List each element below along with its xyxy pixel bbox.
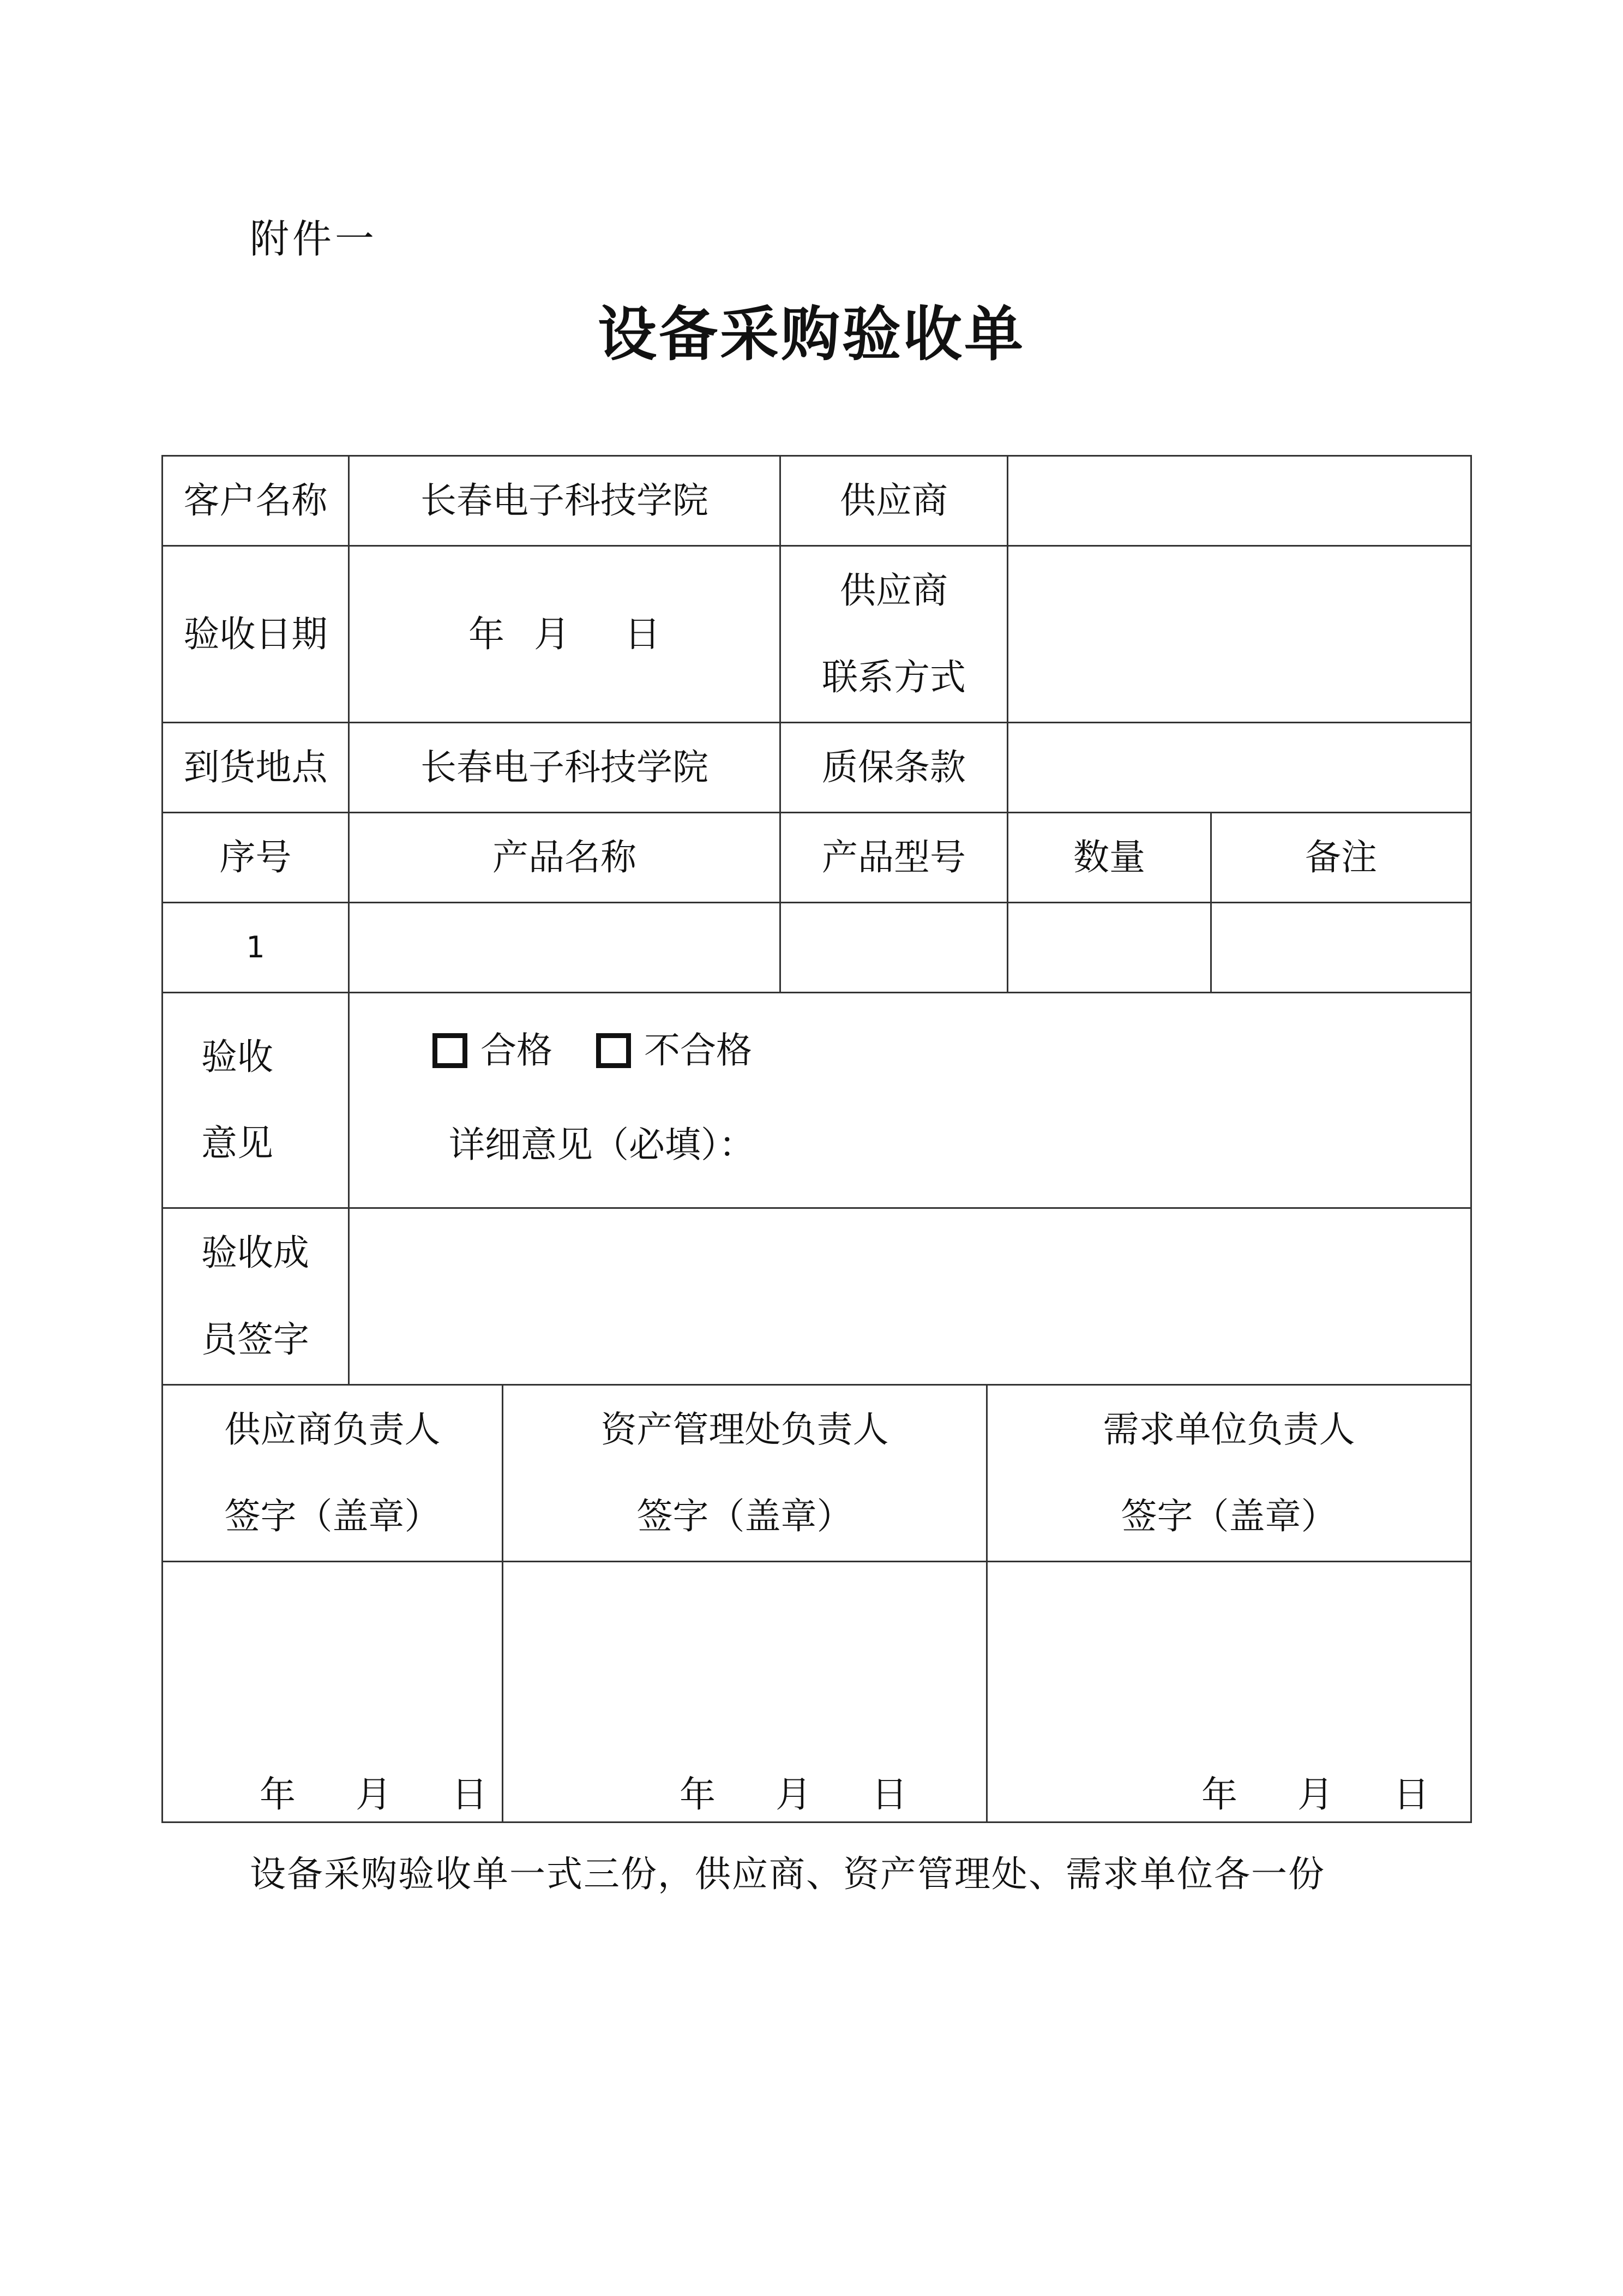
header-note-text: 备注 <box>1305 836 1377 878</box>
signature-date-supplier <box>260 1765 488 1817</box>
header-no <box>161 812 350 903</box>
date-month: 月 <box>356 1773 392 1815</box>
signature-header-supplier <box>161 1384 503 1562</box>
page-title: 设备采购验收单 <box>597 300 1025 369</box>
header-no-text: 序号 <box>219 836 292 878</box>
option-pass[interactable] <box>432 1029 552 1071</box>
date-year: 年 <box>1201 1773 1237 1815</box>
supplier-contact-label <box>779 545 1008 723</box>
acceptance-label <box>161 992 350 1209</box>
date-month: 月 <box>776 1773 812 1815</box>
acceptance-options <box>432 1029 796 1071</box>
footer-note: 设备采购验收单一式三份，供应商、资产管理处、需求单位各一份 <box>250 1853 1325 1895</box>
customer-value[interactable] <box>348 455 781 547</box>
date-label-text: 验收日期 <box>183 613 328 655</box>
signature-date-demand <box>1201 1765 1429 1817</box>
detail-opinion-label: 详细意见（必填）： <box>449 1124 755 1166</box>
date-month: 月 <box>534 613 570 655</box>
option-fail[interactable] <box>596 1029 752 1071</box>
customer-label-text: 客户名称 <box>183 479 328 521</box>
supplier-label <box>779 455 1008 547</box>
members-label-line2: 员签字 <box>201 1318 309 1360</box>
signature-title: 需求单位负责人 <box>1103 1408 1355 1451</box>
signature-header-demand <box>986 1384 1472 1562</box>
date-value[interactable] <box>348 545 781 723</box>
date-label <box>161 545 350 723</box>
table-row-no <box>161 902 350 993</box>
supplier-value[interactable] <box>1007 455 1472 547</box>
date-day: 日 <box>871 1773 907 1815</box>
supplier-contact-line2: 联系方式 <box>822 656 966 698</box>
option-pass-label: 合格 <box>480 1029 552 1071</box>
customer-value-text: 长春电子科技学院 <box>420 479 708 521</box>
header-product-name <box>348 812 781 903</box>
signature-subtitle: 签字（盖章） <box>636 1495 853 1537</box>
warranty-value[interactable] <box>1007 722 1472 813</box>
date-day: 日 <box>624 613 660 655</box>
header-quantity <box>1007 812 1212 903</box>
warranty-label <box>779 722 1008 813</box>
date-day: 日 <box>452 1773 488 1815</box>
supplier-contact-value[interactable] <box>1007 545 1472 723</box>
header-product-model <box>779 812 1008 903</box>
date-year: 年 <box>260 1773 296 1815</box>
attachment-label: 附件一 <box>250 216 378 262</box>
table-row-name[interactable] <box>348 902 781 993</box>
header-note <box>1210 812 1472 903</box>
members-label-line1: 验收成 <box>201 1232 309 1274</box>
row-no-text: 1 <box>246 930 265 964</box>
acceptance-opinion <box>348 992 1472 1209</box>
header-product-name-text: 产品名称 <box>492 836 636 878</box>
pass-checkbox[interactable] <box>432 1033 467 1068</box>
members-label <box>161 1207 350 1386</box>
delivery-value-text: 长春电子科技学院 <box>420 746 708 788</box>
option-fail-label: 不合格 <box>644 1029 752 1071</box>
signature-subtitle: 签字（盖章） <box>224 1495 441 1537</box>
acceptance-label-line2: 意见 <box>201 1122 273 1164</box>
date-day: 日 <box>1393 1773 1429 1815</box>
signature-title: 供应商负责人 <box>224 1408 441 1451</box>
delivery-value[interactable] <box>348 722 781 813</box>
customer-label <box>161 455 350 547</box>
signature-subtitle: 签字（盖章） <box>1121 1495 1337 1537</box>
warranty-label-text: 质保条款 <box>822 746 966 788</box>
members-signature-area[interactable] <box>348 1207 1472 1386</box>
table-row-note[interactable] <box>1210 902 1472 993</box>
date-year: 年 <box>680 1773 716 1815</box>
supplier-label-text: 供应商 <box>840 479 948 521</box>
supplier-contact-line1: 供应商 <box>840 569 948 612</box>
delivery-label-text: 到货地点 <box>183 746 328 788</box>
header-quantity-text: 数量 <box>1073 836 1145 878</box>
table-row-qty[interactable] <box>1007 902 1212 993</box>
date-year: 年 <box>468 613 504 655</box>
fail-checkbox[interactable] <box>596 1033 631 1068</box>
date-month: 月 <box>1297 1773 1333 1815</box>
signature-title: 资产管理处负责人 <box>600 1408 889 1451</box>
signature-date-asset <box>680 1765 907 1817</box>
table-row-model[interactable] <box>779 902 1008 993</box>
header-product-model-text: 产品型号 <box>822 836 966 878</box>
delivery-label <box>161 722 350 813</box>
signature-header-asset <box>502 1384 988 1562</box>
acceptance-label-line1: 验收 <box>201 1035 273 1078</box>
